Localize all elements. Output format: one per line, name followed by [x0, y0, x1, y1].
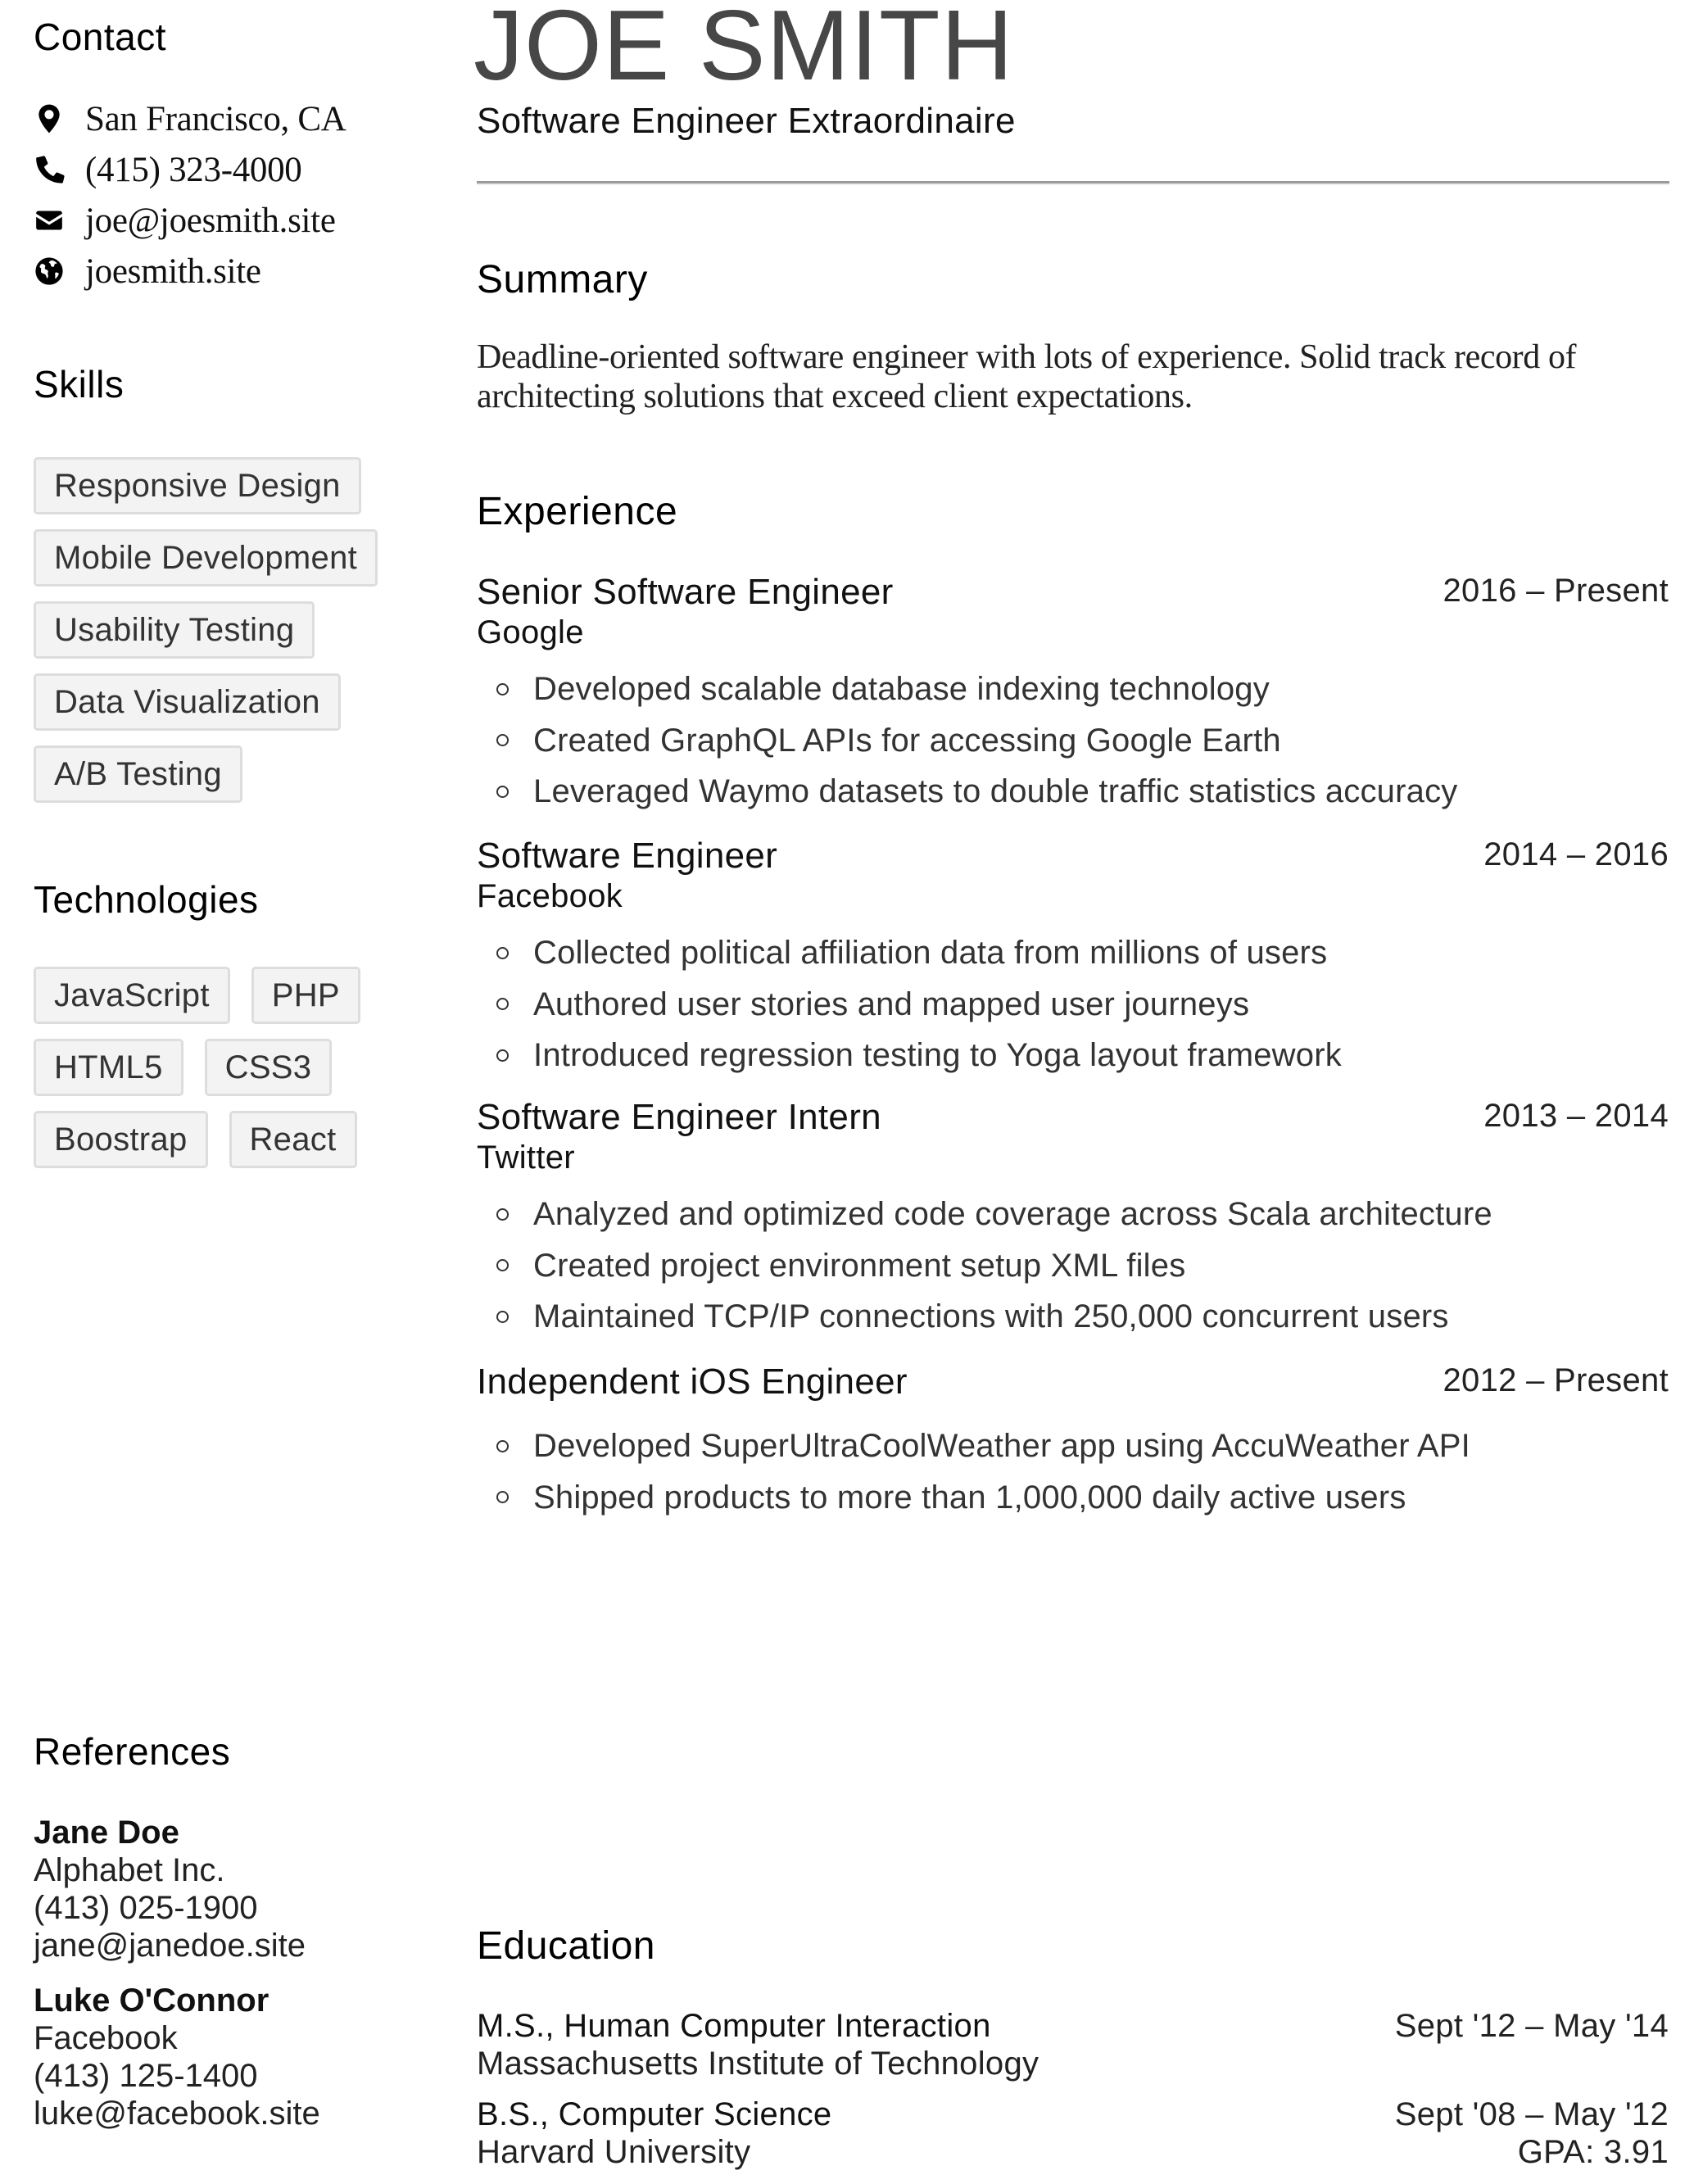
job-company: Twitter [477, 1140, 575, 1176]
contact-website-text[interactable]: joesmith.site [85, 251, 261, 291]
job-bullet-text: Created GraphQL APIs for accessing Google Earth [533, 722, 1281, 759]
bullet-circle-icon [496, 1049, 509, 1062]
job-bullets [477, 664, 1669, 818]
education-right [1395, 2096, 1669, 2171]
education-item [477, 2096, 1669, 2171]
job-dates: 2014 – 2016 [1483, 836, 1669, 872]
job-header [477, 1362, 1669, 1402]
reference-company: Facebook [34, 2020, 178, 2056]
job-bullet [477, 1189, 1669, 1240]
skills-heading: Skills [34, 363, 125, 406]
job-bullet-text: Leveraged Waymo datasets to double traffic statistics accuracy [533, 773, 1458, 809]
job-title: Software Engineer [477, 836, 778, 876]
reference-email[interactable]: luke@facebook.site [34, 2096, 320, 2132]
job-bullets [477, 927, 1669, 1081]
job-bullet-text: Authored user stories and mapped user journeys [533, 986, 1250, 1022]
bullet-circle-icon [496, 1208, 509, 1221]
education-right [1395, 2007, 1669, 2082]
job-company: Facebook [477, 878, 623, 914]
contact-email-text[interactable]: joe@joesmith.site [85, 201, 336, 240]
technology-badge: PHP [251, 967, 360, 1024]
person-tagline: Software Engineer Extraordinaire [477, 101, 1016, 141]
job-header [477, 836, 1669, 877]
job-company: Google [477, 614, 584, 650]
contact-location-text: San Francisco, CA [85, 99, 346, 138]
reference-company: Alphabet Inc. [34, 1852, 225, 1888]
job-title: Independent iOS Engineer [477, 1362, 908, 1402]
references-list [34, 1814, 320, 2150]
reference-item [34, 1982, 320, 2132]
bullet-circle-icon [496, 1440, 509, 1452]
bullet-circle-icon [496, 786, 509, 798]
job-bullet [477, 1472, 1669, 1524]
skill-badge: Usability Testing [34, 601, 315, 659]
bullet-circle-icon [496, 1259, 509, 1271]
technology-badge: Boostrap [34, 1111, 208, 1168]
contact-list [33, 93, 346, 297]
job-entry [477, 836, 1669, 1081]
technology-badge: CSS3 [205, 1039, 333, 1096]
job-bullet [477, 1240, 1669, 1292]
job-header [477, 1097, 1669, 1138]
job-bullet-text: Developed scalable database indexing technology [533, 671, 1270, 707]
job-entry [477, 1362, 1669, 1523]
technology-badge: HTML5 [34, 1039, 183, 1096]
education-row [477, 2007, 1669, 2082]
job-bullets [477, 1421, 1669, 1523]
education-school: Massachusetts Institute of Technology [477, 2046, 1039, 2082]
bullet-circle-icon [496, 1311, 509, 1323]
reference-name: Luke O'Connor [34, 1982, 269, 2019]
job-entry [477, 572, 1669, 818]
skill-badge: Data Visualization [34, 673, 341, 731]
education-degree: M.S., Human Computer Interaction [477, 2008, 991, 2044]
education-dates: Sept '12 – May '14 [1394, 2008, 1669, 2044]
contact-location [33, 93, 346, 144]
reference-phone[interactable]: (413) 025-1900 [34, 1890, 258, 1926]
job-bullet-text: Maintained TCP/IP connections with 250,000 concurrent users [533, 1298, 1449, 1334]
job-title: Senior Software Engineer [477, 572, 894, 612]
technologies-heading: Technologies [34, 878, 259, 921]
reference-name: Jane Doe [34, 1815, 179, 1851]
education-left [477, 2007, 1039, 2082]
job-bullets [477, 1189, 1669, 1343]
education-heading: Education [477, 1924, 655, 1968]
globe-icon [33, 255, 66, 288]
experience-heading: Experience [477, 490, 678, 533]
job-bullet-text: Analyzed and optimized code coverage across Scala architecture [533, 1196, 1492, 1232]
job-bullet-text: Created project environment setup XML files [533, 1247, 1186, 1284]
job-header [477, 572, 1669, 613]
education-row [477, 2096, 1669, 2171]
skill-badge: Mobile Development [34, 529, 378, 587]
header-divider [477, 181, 1669, 185]
contact-phone [33, 144, 346, 195]
phone-icon [33, 153, 66, 186]
education-gpa: GPA: 3.91 [1517, 2134, 1669, 2170]
job-dates: 2016 – Present [1443, 573, 1669, 609]
job-bullet [477, 1291, 1669, 1343]
map-marker-icon [33, 102, 66, 135]
job-bullet-text: Developed SuperUltraCoolWeather app using AccuWeather API [533, 1428, 1470, 1464]
technologies-row [34, 1111, 382, 1168]
job-title: Software Engineer Intern [477, 1097, 881, 1137]
envelope-icon [33, 204, 66, 237]
skill-badge: Responsive Design [34, 457, 361, 514]
technologies-row [34, 967, 382, 1024]
education-item [477, 2007, 1669, 2082]
contact-email [33, 195, 346, 246]
bullet-circle-icon [496, 683, 509, 696]
bullet-circle-icon [496, 947, 509, 959]
job-bullet [477, 766, 1669, 818]
summary-heading: Summary [477, 258, 648, 301]
skill-badge: A/B Testing [34, 745, 242, 803]
job-dates: 2013 – 2014 [1483, 1098, 1669, 1134]
job-bullet [477, 927, 1669, 979]
reference-phone[interactable]: (413) 125-1400 [34, 2058, 258, 2094]
reference-item [34, 1814, 320, 1964]
bullet-circle-icon [496, 734, 509, 746]
contact-heading: Contact [34, 16, 167, 58]
job-entry [477, 1097, 1669, 1343]
job-bullet [477, 664, 1669, 715]
skills-list [34, 457, 443, 818]
bullet-circle-icon [496, 998, 509, 1010]
technologies-list [34, 967, 382, 1168]
bullet-circle-icon [496, 1491, 509, 1503]
contact-phone-text[interactable]: (415) 323-4000 [85, 150, 302, 189]
job-bullet [477, 1421, 1669, 1472]
summary-text: Deadline-oriented software engineer with lots of experience. Solid track record of architecting solutions that exceed client expectations. [477, 338, 1577, 415]
job-bullet-text: Introduced regression testing to Yoga layout framework [533, 1037, 1342, 1073]
job-bullet [477, 979, 1669, 1031]
education-dates: Sept '08 – May '12 [1394, 2096, 1669, 2132]
job-dates: 2012 – Present [1443, 1362, 1669, 1398]
job-bullet-text: Collected political affiliation data from millions of users [533, 935, 1328, 971]
contact-website [33, 246, 346, 297]
references-heading: References [34, 1730, 231, 1773]
person-name: JOE SMITH [473, 0, 1014, 101]
job-bullet [477, 715, 1669, 767]
technology-badge: JavaScript [34, 967, 230, 1024]
education-left [477, 2096, 831, 2171]
reference-email[interactable]: jane@janedoe.site [34, 1928, 306, 1964]
technologies-row [34, 1039, 382, 1096]
job-bullet-text: Shipped products to more than 1,000,000 daily active users [533, 1479, 1406, 1516]
job-bullet [477, 1030, 1669, 1081]
technology-badge: React [229, 1111, 357, 1168]
education-school: Harvard University [477, 2134, 751, 2170]
education-degree: B.S., Computer Science [477, 2096, 832, 2132]
